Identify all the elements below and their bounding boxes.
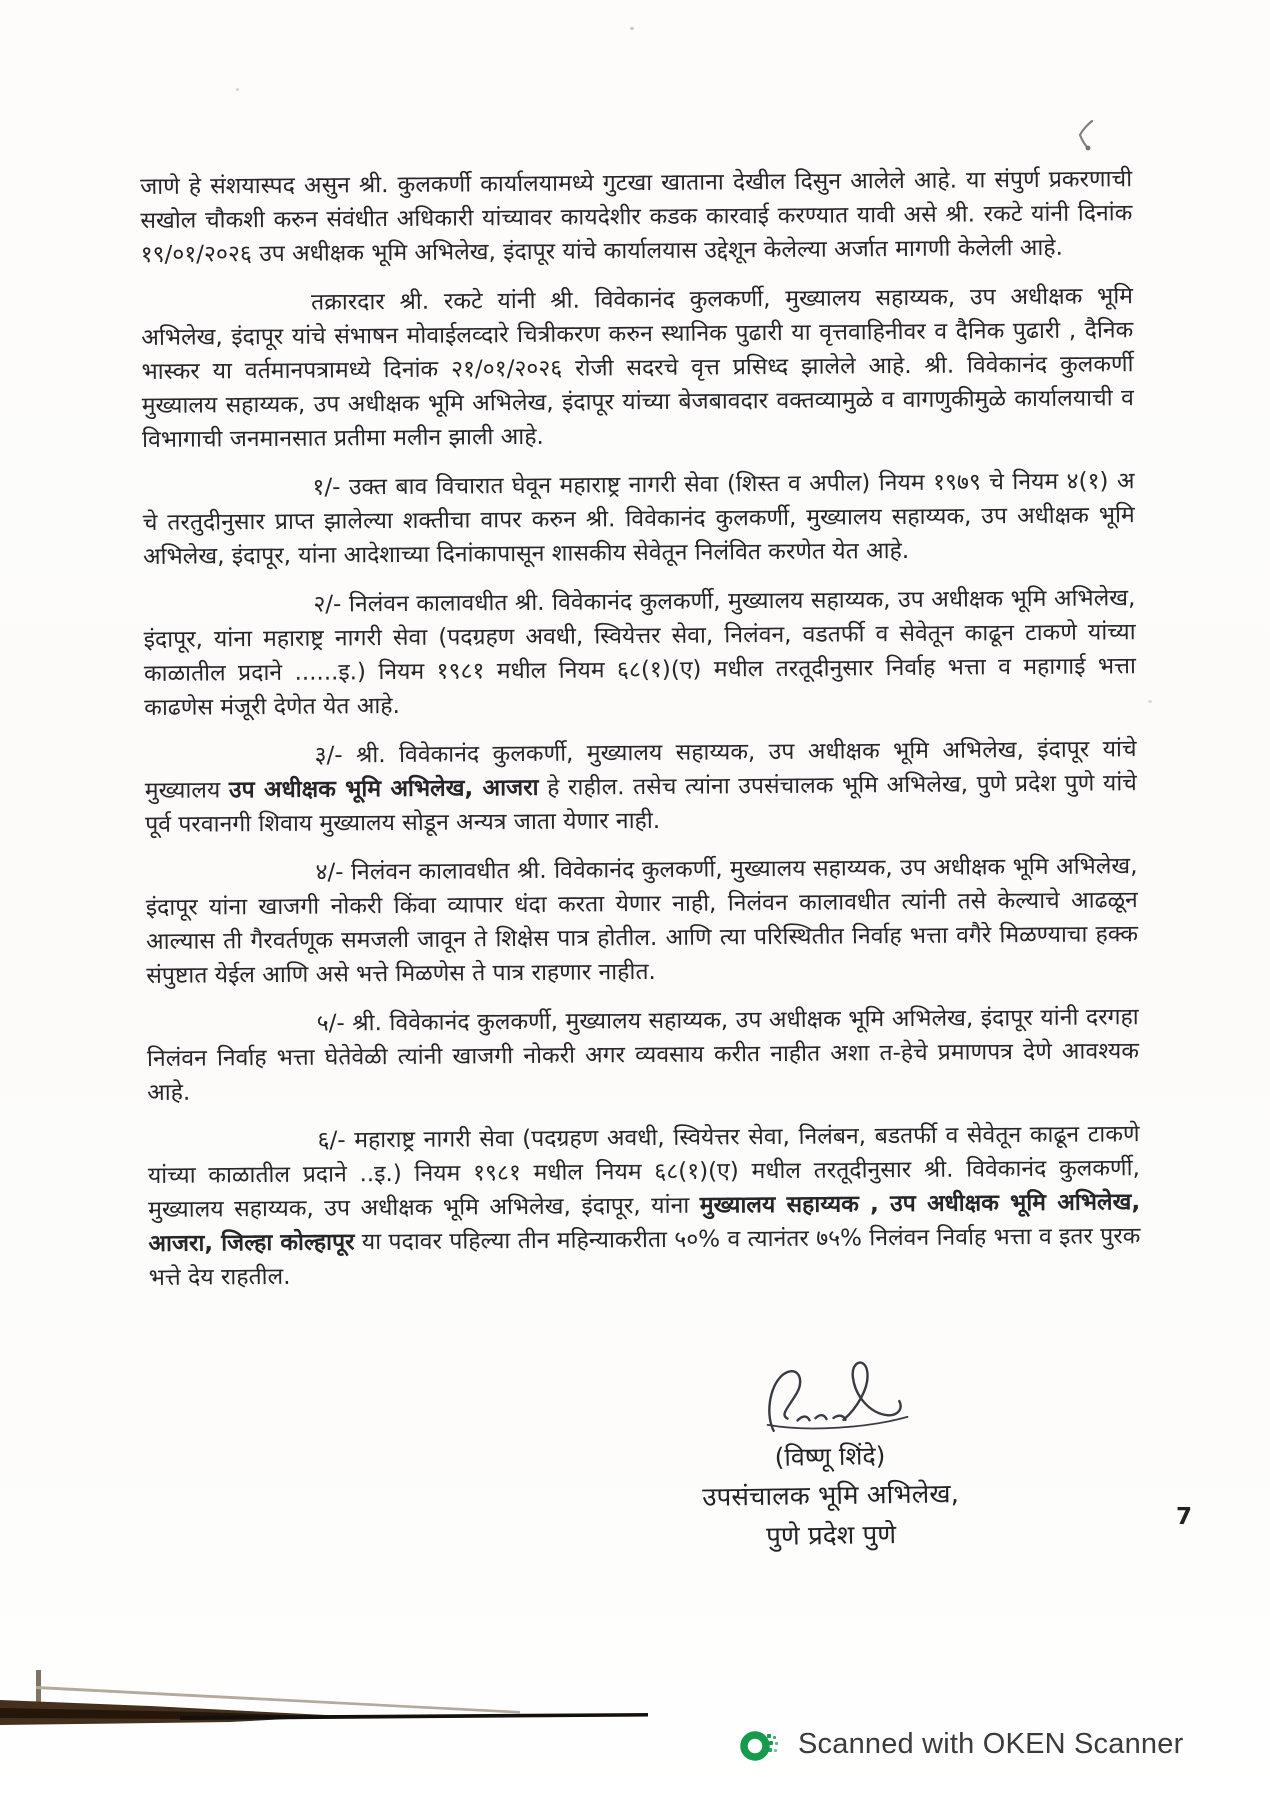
scanner-footer (738, 1714, 1183, 1774)
paragraph (141, 279, 1134, 457)
text-segment: या पदावर पहिल्या तीन महिन्याकरीता ५०% व त्यानंतर ७५% निलंवन निर्वाह भत्ता व इतर पुरक भत्ते देय राहतील. (148, 1223, 1141, 1291)
pen-mark-icon (1072, 118, 1102, 154)
text-segment: हे राहील. तसेच त्यांना उपसंचालक भूमि अभिलेख, पुणे प्रदेश पुणे यांचे पूर्व परवानगी शिवाय मुख्यालय सोडून अन्यत्र जाता येणार नाही. (145, 770, 1137, 838)
text-segment: ५/- श्री. विवेकानंद कुलकर्णी, मुख्यालय सहाय्यक, उप अधीक्षक भूमि अभिलेख, इंदापूर यांनी दरगहा निलंवन निर्वाह भत्ता घेतेवेळी त्यांनी खाजगी नोकरी अगर व्यवसाय करीत नाहीत अशा त-हेचे प्रमाणपत्र देणे आवश्यक आहे. (146, 1004, 1140, 1106)
document-body (140, 162, 1141, 1310)
paragraph (140, 162, 1133, 272)
signatory-name: (विष्णू शिंदे) (774, 1441, 886, 1472)
paragraph (148, 1117, 1141, 1295)
paragraph (147, 1000, 1140, 1110)
signatory-designation: उपसंचालक भूमि अभिलेख, (702, 1479, 960, 1513)
paragraph (142, 464, 1135, 574)
text-segment: जाणे हे संशयास्पद असुन श्री. कुलकर्णी कार्यालयामध्ये गुटखा खाताना देखील दिसुन आलेले आहे. या संपुर्ण प्रकरणाची सखोल चौकशी करुन संवंधीत अधिकारी यांच्यावर कायदेशीर कडक कारवाई करण्यात यावी असे श्री. रकटे यांनी दिनांक १९/०१/२०२६ उप अधीक्षक भूमि अभिलेख, इंदापूर यांचे कार्यालयास उद्देशून केलेल्या अर्जात मागणी केलेली आहे. (140, 166, 1133, 268)
scan-speck (630, 27, 634, 30)
scan-speck (236, 88, 239, 91)
signatory-location: पुणे प्रदेश पुणे (765, 1520, 897, 1552)
text-segment: मुख्यालय सहाय्यक , उप अधीक्षक भूमि अभिलेख, आजरा, जिल्हा कोल्हापूर (148, 1189, 1141, 1257)
text-segment: ३/- श्री. विवेकानंद कुलकर्णी, मुख्यालय सहाय्यक, उप अधीक्षक भूमि अभिलेख, इंदापूर यांचे मुख्यालय (144, 736, 1137, 804)
text-segment: १/- उक्त बाव विचारात घेवून महाराष्ट्र नागरी सेवा (शिस्त व अपील) नियम १९७९ चे नियम ४(१) अ चे तरतुदीनुसार प्राप्त झालेल्या शक्तीचा वापर करुन श्री. विवेकानंद कुलकर्णी, मुख्यालय सहाय्यक, उप अधीक्षक भूमि अभिलेख, इंदापूर, यांना आदेशाच्या दिनांकापासून शासकीय सेवेतून निलंवित करणेत येत आहे. (142, 468, 1135, 570)
text-segment: उप अधीक्षक भूमि अभिलेख, आजरा (228, 774, 539, 804)
oken-scanner-logo-icon (738, 1722, 782, 1766)
text-segment: ४/- निलंवन कालावधीत श्री. विवेकानंद कुलकर्णी, मुख्यालय सहाय्यक, उप अधीक्षक भूमि अभिलेख, इंदापूर यांना खाजगी नोकरी किंवा व्यापार धंदा करता येणार नाही, निलंवन कालावधीत त्यांनी तसे केल्याचे आढळून आल्यास ती गैरवर्तणूक समजली जावून ते शिक्षेस पात्र होतील. आणि त्या परिस्थितीत निर्वाह भत्ता वगैरे मिळण्याचा हक्क संपुष्टात येईल आणि असे भत्ते मिळणेस ते पात्र राहणार नाहीत. (145, 853, 1139, 989)
page-number: 7 (1176, 1504, 1193, 1530)
signature-block (609, 1349, 1052, 1559)
scan-edge-artifact (0, 1656, 680, 1740)
text-segment: २/- निलंवन कालावधीत श्री. विवेकानंद कुलकर्णी, मुख्यालय सहाय्यक, उप अधीक्षक भूमि अभिलेख, इंदापूर, यांना महाराष्ट्र नागरी सेवा (पदग्रहण अवधी, स्वियेत्तर सेवा, निलंवन, वडतर्फी व सेवेतून काढून टाकणे यांच्या काळातील प्रदाने ......इ.) नियम १९८१ मधील नियम ६८(१)(ए) मधील तरतूदीनुसार निर्वाह भत्ता व महागाई भत्ता काढणेस मंजूरी देणेत येत आहे. (143, 585, 1137, 721)
paragraph (145, 849, 1138, 993)
text-segment: ६/- महाराष्ट्र नागरी सेवा (पदग्रहण अवधी, स्वियेत्तर सेवा, निलंबन, बडतर्फी व सेवेतून काढून टाकणे यांच्या काळातील प्रदाने ..इ.) नियम १९८१ मधील नियम ६८(१)(ए) मधील तरतूदीनुसार श्री. विवेकानंद कुलकर्णी, मुख्यालय सहाय्यक, उप अधीक्षक भूमि अभिलेख, इंदापूर, यांना (147, 1121, 1140, 1223)
scan-speck (1148, 700, 1152, 703)
signature-scribble (739, 1351, 920, 1450)
paragraph (143, 581, 1136, 725)
paragraph (144, 732, 1137, 842)
text-segment: तक्रारदार श्री. रकटे यांनी श्री. विवेकानंद कुलकर्णी, मुख्यालय सहाय्यक, उप अधीक्षक भूमि अभिलेख, इंदापूर यांचे संभाषन मोवाईलव्दारे चित्रीकरण करुन स्थानिक पुढारी या वृत्तवाहिनीवर व दैनिक पुढारी , दैनिक भास्कर या वर्तमानपत्रामध्ये दिनांक २१/०१/२०२६ रोजी सदरचे वृत्त प्रसिध्द झालेले आहे. श्री. विवेकानंद कुलकर्णी मुख्यालय सहाय्यक, उप अधीक्षक भूमि अभिलेख, इंदापूर यांच्या बेजबावदार वक्तव्यामुळे व वागणुकीमुळे कार्यालयाची व विभागाची जनमानसात प्रतीमा मलीन झाली आहे. (141, 283, 1134, 453)
scanner-footer-label: Scanned with OKEN Scanner (798, 1727, 1184, 1760)
